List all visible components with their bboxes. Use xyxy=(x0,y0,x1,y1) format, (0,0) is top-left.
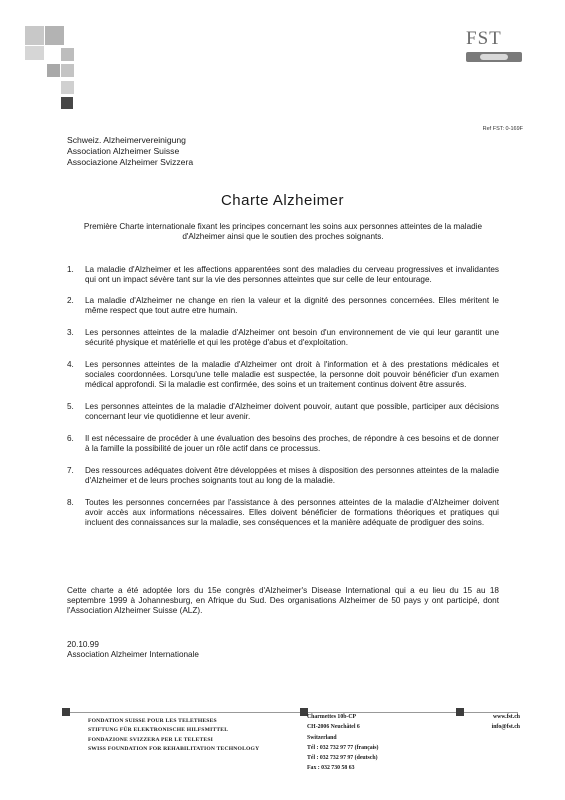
footer-address xyxy=(307,712,379,774)
document-title: Charte Alzheimer xyxy=(220,192,345,209)
address-line: Fax : 032 730 58 63 xyxy=(307,765,355,772)
email-link[interactable]: info@fst.ch xyxy=(491,724,520,731)
decorative-square xyxy=(25,46,44,60)
item-text: Les personnes atteintes de la maladie d'Alzheimer ont besoin d'un environnement de vie qui leur garantit une sécurité physique et matérielle et qui les protège d'abus et d'exploitation. xyxy=(85,328,499,347)
item-text: La maladie d'Alzheimer ne change en rien la valeur et la dignité des personnes concernées. Elles méritent le même respect que tout autre etre humain. xyxy=(85,296,499,315)
footer-divider xyxy=(66,712,518,713)
decorative-square xyxy=(61,48,74,61)
decorative-square xyxy=(25,26,44,45)
document-date: 20.10.99 xyxy=(67,640,99,649)
item-number: 3. xyxy=(67,328,74,337)
item-text: Les personnes atteintes de la maladie d'Alzheimer doivent pouvoir, autant que possible, participer aux décisions concernant leur vie quotidienne et leur avenir. xyxy=(85,402,499,421)
item-number: 7. xyxy=(67,466,74,475)
decorative-square xyxy=(45,26,64,45)
list-item xyxy=(67,498,499,528)
sender-block xyxy=(67,135,193,168)
list-item xyxy=(67,402,499,422)
item-number: 2. xyxy=(67,296,74,305)
foundation-name: SWISS FOUNDATION FOR REHABILITATION TECHNOLOGY xyxy=(88,745,260,752)
decorative-square xyxy=(61,81,74,94)
item-number: 8. xyxy=(67,498,74,507)
foundation-name: FONDAZIONE SVIZZERA PER LE TELETESI xyxy=(88,736,214,743)
logo-band xyxy=(466,52,522,62)
sender-line: Associazione Alzheimer Svizzera xyxy=(67,157,194,167)
address-line: CH-2006 Neuchâtel 6 xyxy=(307,724,360,731)
item-text: Les personnes atteintes de la maladie d'Alzheimer ont droit à l'information et à des prestations médicales et sociales coordonnées. Lorsqu'une telle maladie est suspectée, la personne doit pouvoir bénéficier d'un examen médical approfondi. Si la maladie est confirmée, des soins et un traitement continus doivent être assurés. xyxy=(85,360,499,389)
item-text: Toutes les personnes concernées par l'assistance à des personnes atteintes de la maladie d'Alzheimer doivent avoir accès aux informations nécessaires. Elles doivent bénéficier de formations théoriques et pratiques qui incluent des connaissances sur la maladie, ses conséquences et la manière adéquate de prodiguer des soins. xyxy=(85,498,499,527)
footer-square xyxy=(62,708,70,716)
item-text: La maladie d'Alzheimer et les affections apparentées sont des maladies du cerveau progressives et invalidantes qui ont un impact sévère tant sur la vie des personnes atteintes que sur celle de leur entourage. xyxy=(85,265,499,284)
list-item xyxy=(67,360,499,390)
sender-line: Schweiz. Alzheimervereinigung xyxy=(67,135,186,145)
signature-block xyxy=(67,640,199,660)
item-number: 1. xyxy=(67,265,74,274)
charter-list xyxy=(67,265,499,528)
address-line: Tél : 032 732 97 97 (deutsch) xyxy=(307,755,378,762)
decorative-square xyxy=(47,64,60,77)
footer-contact xyxy=(492,712,520,733)
sender-line: Association Alzheimer Suisse xyxy=(67,146,180,156)
website-link[interactable]: www.fst.ch xyxy=(492,714,520,720)
logo-text: FST xyxy=(466,28,502,49)
intro-paragraph: Première Charte internationale fixant les principes concernant les soins aux personnes atteintes de la maladie d'Alzheimer ainsi que le soutien des proches soignants. xyxy=(83,222,483,241)
item-number: 5. xyxy=(67,402,74,411)
address-line: Switzerland xyxy=(307,734,337,741)
item-text: Il est nécessaire de procéder à une évaluation des besoins des proches, de répondre à ces besoins et de donner à la famille la possibilité de jouer un rôle actif dans ce processus. xyxy=(85,434,499,453)
item-number: 6. xyxy=(67,434,74,443)
list-item xyxy=(67,328,499,348)
footer-square xyxy=(456,708,464,716)
reference-number: Ref FST: 0-169F xyxy=(482,126,523,132)
footer-foundation-names xyxy=(88,717,259,754)
signatory: Association Alzheimer Internationale xyxy=(67,650,199,659)
list-item xyxy=(67,434,499,454)
foundation-name: STIFTUNG FÜR ELEKTRONISCHE HILFSMITTEL xyxy=(88,727,229,734)
foundation-name: FONDATION SUISSE POUR LES TELETHESES xyxy=(88,718,217,724)
decorative-square xyxy=(61,97,73,109)
address-line: Tél : 032 732 97 77 (français) xyxy=(307,744,379,751)
list-item xyxy=(67,466,499,486)
address-line: Charmettes 10b-CP xyxy=(307,714,357,720)
decorative-square xyxy=(61,64,74,77)
list-item xyxy=(67,265,499,285)
closing-paragraph: Cette charte a été adoptée lors du 15e congrès d'Alzheimer's Disease International qui a eu lieu du 15 au 18 septembre 1999 à Johannesburg, en Afrique du Sud. Des organisations Alzheimer de 50 pays y ont participé, dont l'Association Alzheimer Suisse (ALZ). xyxy=(67,586,499,615)
fst-logo xyxy=(466,28,522,70)
item-text: Des ressources adéquates doivent être développées et mises à disposition des personnes atteintes de la maladie d'Alzheimer et de leurs proches soignants tout au long de la maladie. xyxy=(85,466,499,485)
item-number: 4. xyxy=(67,360,74,369)
list-item xyxy=(67,296,499,316)
